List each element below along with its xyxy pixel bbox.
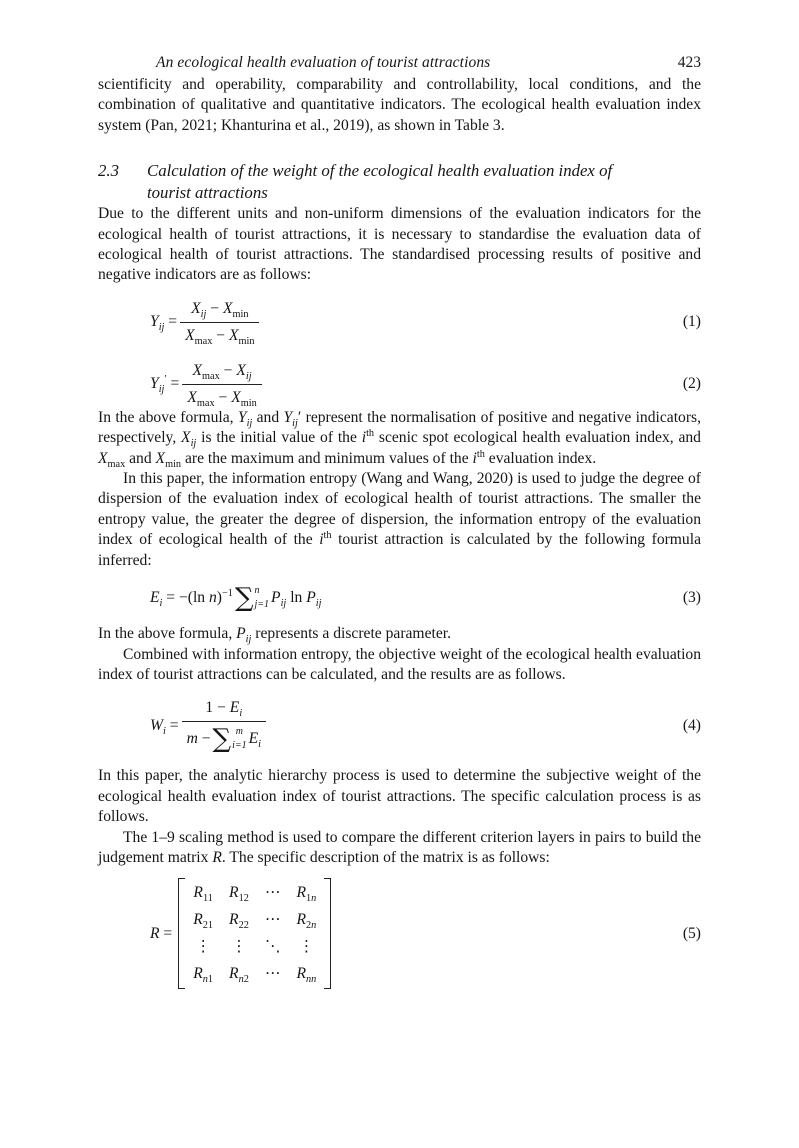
matrix-cell: ⋮ xyxy=(195,938,211,956)
matrix-cell: ⋯ xyxy=(264,884,281,902)
equation-5-number: (5) xyxy=(682,924,701,942)
eq4-sum-symbol xyxy=(213,725,247,753)
eq1-lhs: $Y_{ij}$ = xyxy=(150,313,178,334)
paragraph-scaling: The 1–9 scaling method is used to compare the different criterion layers in pairs to build the judgement matrix R. The specific description of the matrix is as follows: xyxy=(98,828,701,866)
eq4-lhs: $W_i$ = xyxy=(150,716,179,737)
paragraph-above-formula-1: In the above formula, $Y_{ij}$ and $Y_{ij}'$ represent the normalisation of positive and negative indicators, respectively, $X_{ij}$ is the initial value of the $i^{th}$ scenic spot ecological health evaluation index, and $X_{max}$ and $X_{min}$ are the maximum and minimum values of the $i^{th}$ evaluation index. xyxy=(98,408,701,470)
eq3-sum-symbol xyxy=(235,584,269,612)
eq3-sum-limits xyxy=(254,584,270,612)
equation-1 xyxy=(150,299,701,346)
eq5-lhs: R = xyxy=(150,924,173,942)
equation-4 xyxy=(150,698,701,753)
paragraph-due: Due to the different units and non-uniform dimensions of the evaluation indicators for the ecological health of tourist attractions, it is necessary to standardise the evaluation data of ecological health of tourist attractions. The standardised processing results of positive and negative indicators are as follows: xyxy=(98,205,701,284)
paragraph-above-formula-2: In the above formula, $P_{ij}$ represents a discrete parameter. xyxy=(98,625,451,646)
matrix-cell: ⋱ xyxy=(264,938,281,956)
section-title xyxy=(147,160,612,204)
equation-2 xyxy=(150,361,701,408)
eq4-den-pre: m − xyxy=(186,730,211,748)
equation-4-number: (4) xyxy=(682,716,701,734)
eq1-numerator: $X_{ij} - X_{min}$ xyxy=(191,299,249,320)
eq1-fraction xyxy=(180,299,259,346)
page-header xyxy=(98,54,701,75)
sigma-icon: ∑ xyxy=(234,583,254,614)
matrix-cell: ⋯ xyxy=(264,965,281,983)
eq4-sum-lower: i=1 xyxy=(232,740,247,752)
matrix-cell: ⋮ xyxy=(298,938,315,956)
eq3-sum-lower: j=1 xyxy=(254,599,270,611)
paragraph-intro: scientificity and operability, comparability and controllability, local conditions, and the combination of qualitative and quantitative indicators. The ecological health evaluation index system (Pan, 2021; Khanturina et al., 2019), as shown in Table 3. xyxy=(98,76,701,134)
equation-3 xyxy=(150,584,701,612)
matrix-cell: $R_{11}$ xyxy=(193,884,213,905)
equation-5 xyxy=(150,878,701,989)
eq3-lhs: $E_i = -(\ln$ n)$^{-1}$ xyxy=(150,587,233,610)
eq4-numerator: $1 - E_i$ xyxy=(205,699,243,720)
eq3-rhs: $P_{ij}$ $\ln P_{ij}$ xyxy=(271,589,322,610)
section-title-line1: Calculation of the weight of the ecological health evaluation index of xyxy=(147,161,613,181)
matrix-cell: ⋮ xyxy=(231,938,247,956)
paragraph-combined: Combined with information entropy, the objective weight of the ecological health evaluation index of tourist attractions can be calculated, and the results are as follows. xyxy=(98,645,701,683)
section-title-line2: tourist attractions xyxy=(147,183,268,203)
running-title: An ecological health evaluation of tourist attractions xyxy=(156,54,491,71)
matrix-cell: ⋯ xyxy=(264,911,281,929)
eq4-fraction xyxy=(182,698,266,753)
matrix-cell: $R_{21}$ xyxy=(193,911,214,932)
equation-1-number: (1) xyxy=(682,313,701,331)
eq4-sum-upper: m xyxy=(235,726,243,738)
paragraph-ahp: In this paper, the analytic hierarchy process is used to determine the subjective weight of the ecological health evaluation index of tourist attractions. The specific calculation process is as follows. xyxy=(98,767,701,826)
equation-2-number: (2) xyxy=(682,375,701,393)
matrix-cell: $R_{1n}$ xyxy=(296,884,317,905)
eq2-denominator: $X_{max} - X_{min}$ xyxy=(182,384,261,408)
paragraph-entropy: In this paper, the information entropy (Wang and Wang, 2020) is used to judge the degree of dispersion of the evaluation index of ecological health of tourist attractions. The smaller the entropy value, the greater the degree of dispersion, the information entropy of the evaluation index of ecological health of the $i^{th}$ tourist attraction is calculated by the following formula inferred: xyxy=(98,470,701,569)
page-number: 423 xyxy=(677,54,701,71)
sigma-icon: ∑ xyxy=(212,724,232,755)
eq2-numerator: $X_{max} - X_{ij}$ xyxy=(192,361,252,382)
eq4-sum-limits xyxy=(231,725,247,753)
matrix-cell: $R_{12}$ xyxy=(229,884,249,905)
section-number: 2.3 xyxy=(98,161,119,181)
matrix-cell: $R_{n1}$ xyxy=(193,965,214,986)
eq3-sum-upper: n xyxy=(254,585,260,597)
eq2-lhs: $Y_{ij}'$ = xyxy=(150,374,180,396)
eq2-fraction xyxy=(182,361,261,408)
eq4-denominator xyxy=(182,721,266,753)
text-block xyxy=(98,0,701,989)
section-heading xyxy=(98,160,701,204)
matrix-bracket-right xyxy=(324,878,331,989)
matrix-bracket-left xyxy=(178,878,185,989)
matrix-cell: $R_{nn}$ xyxy=(296,965,317,986)
matrix-cell: $R_{n2}$ xyxy=(229,965,249,986)
matrix-cell: $R_{2n}$ xyxy=(296,911,317,932)
eq1-denominator: $X_{max} - X_{min}$ xyxy=(180,322,259,346)
judgement-matrix xyxy=(178,878,331,989)
eq4-den-post: $E_i$ xyxy=(248,730,262,751)
matrix-cells xyxy=(185,878,324,989)
matrix-cell: $R_{22}$ xyxy=(229,911,249,932)
equation-3-number: (3) xyxy=(682,589,701,607)
